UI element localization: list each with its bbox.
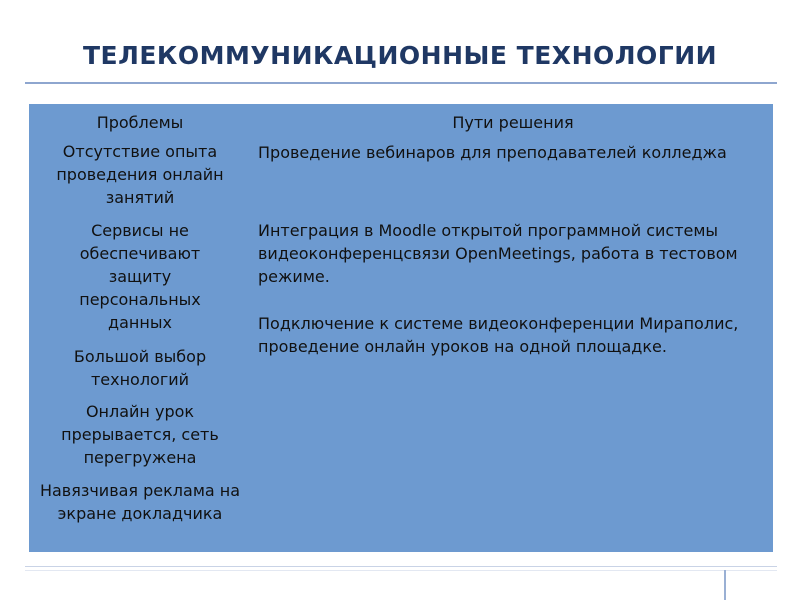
problems-column <box>29 104 251 552</box>
page-marker <box>724 570 726 600</box>
solution-item: Интеграция в Moodle открытой программной системы видеоконференцсвязи OpenMeetings, работа в тестовом режиме. <box>258 221 738 286</box>
footer-divider <box>25 566 777 567</box>
solution-item: Подключение к системе видеоконференции Мираполис, проведение онлайн уроков на одной площадке. <box>258 314 739 356</box>
footer-divider-light <box>25 570 777 571</box>
slide-title: ТЕЛЕКОММУНИКАЦИОННЫЕ ТЕХНОЛОГИИ <box>82 41 718 70</box>
title-divider <box>25 82 777 84</box>
problem-item: Сервисы не обеспечивают защиту персональных данных <box>79 221 201 332</box>
solution-item: Проведение вебинаров для преподавателей колледжа <box>258 143 727 162</box>
problem-item: Навязчивая реклама на экране докладчика <box>39 481 241 523</box>
header-solutions: Пути решения <box>452 113 574 132</box>
problem-item: Отсутствие опыта проведения онлайн занятий <box>56 142 224 207</box>
comparison-table <box>29 104 773 552</box>
header-problems: Проблемы <box>96 113 184 132</box>
problem-item: Онлайн урок прерывается, сеть перегружена <box>61 402 219 467</box>
problem-item: Большой выбор технологий <box>73 347 207 389</box>
solutions-column <box>258 104 768 552</box>
